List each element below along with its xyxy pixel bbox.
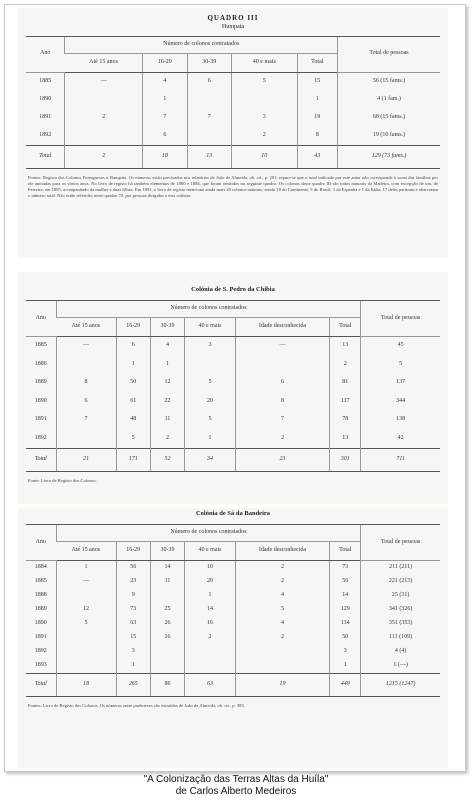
source-note: Fonte: Livro de Registo dos Colonos.: [28, 477, 97, 483]
row-cell: 2: [232, 127, 298, 146]
row-cell: 221 (213): [361, 575, 440, 589]
table-row: [26, 374, 440, 393]
row-cell: 3: [232, 109, 298, 127]
row-cell: [65, 91, 143, 109]
chibia-table: [26, 300, 440, 472]
table-row: [26, 72, 440, 91]
row-cell: 14: [185, 603, 236, 617]
col-total-pessoas: Total de pessoas: [361, 300, 440, 336]
table-row: [26, 355, 440, 374]
table-row: [26, 589, 440, 603]
row-year: 1891: [34, 416, 47, 423]
col-40-mais: 40 e mais: [185, 317, 236, 336]
row-year: 1889: [34, 379, 47, 386]
col-ate-15: Até 15 anos: [65, 53, 143, 72]
bandeira-rows: [26, 560, 440, 673]
row-cell: 14: [150, 560, 184, 575]
col-ate-15: Até 15 anos: [56, 541, 116, 560]
col-total: Total: [330, 541, 361, 560]
row-cell: [56, 645, 116, 659]
bandeira-table: [26, 524, 440, 697]
row-cell: 16: [150, 631, 184, 645]
row-cell: 2: [150, 429, 184, 448]
row-cell: 4: [235, 589, 329, 603]
col-idade-desconhecida: Idade desconhecida: [235, 541, 329, 560]
row-cell: [185, 645, 236, 659]
total-row: Total 18 265 86 63 19 449 1215 (1247): [26, 673, 440, 696]
row-cell: 20: [185, 392, 236, 411]
row-cell: [56, 631, 116, 645]
table-row: [26, 659, 440, 674]
table-row: [26, 645, 440, 659]
row-cell: 138: [361, 411, 440, 430]
row-cell: 5: [232, 72, 298, 91]
row-cell: 63: [116, 617, 150, 631]
col-40-mais: 40 e mais: [185, 541, 236, 560]
row-cell: 56 (15 fams.): [338, 72, 440, 91]
col-30-39: 30-39: [150, 317, 184, 336]
col-total: Total: [330, 317, 361, 336]
row-cell: [235, 645, 329, 659]
chibia-title: Colónia de S. Pedro da Chibia: [191, 286, 275, 293]
row-cell: 5: [56, 617, 116, 631]
bandeira-title: Colónia de Sá da Bandeira: [195, 510, 271, 517]
colonia-chibia-scan: [18, 272, 448, 504]
row-cell: 15: [116, 631, 150, 645]
row-cell: 5: [185, 411, 236, 430]
row-cell: 3: [185, 336, 236, 355]
row-cell: 129: [330, 603, 361, 617]
row-year: 1888: [34, 592, 47, 599]
row-cell: 7: [187, 109, 231, 127]
row-cell: 5: [116, 429, 150, 448]
row-cell: 50: [116, 374, 150, 393]
row-cell: 48: [116, 411, 150, 430]
row-year: 1889: [34, 606, 47, 613]
row-cell: [187, 127, 231, 146]
row-cell: 6: [187, 72, 231, 91]
row-cell: 22: [150, 392, 184, 411]
row-cell: 78: [330, 411, 361, 430]
row-cell: 1: [185, 589, 236, 603]
row-cell: 4 (1 fam.): [338, 91, 440, 109]
row-year: 1891: [39, 113, 52, 120]
row-cell: 6: [56, 392, 116, 411]
col-ano: Ano: [26, 300, 56, 336]
row-cell: 12: [150, 374, 184, 393]
row-cell: 211 (211): [361, 560, 440, 575]
row-cell: 73: [330, 560, 361, 575]
row-year: 1885: [34, 578, 47, 585]
table-row: [26, 109, 440, 127]
col-30-39: 30-39: [187, 53, 231, 72]
row-cell: 2: [235, 560, 329, 575]
col-ano: Ano: [26, 36, 65, 72]
row-cell: 1: [143, 91, 187, 109]
row-cell: 114: [330, 617, 361, 631]
row-cell: —: [65, 72, 143, 91]
row-cell: 8: [235, 392, 329, 411]
row-cell: 1: [56, 560, 116, 575]
row-cell: 68 (15 fams.): [338, 109, 440, 127]
caption-author: de Carlos Alberto Medeiros: [175, 786, 297, 797]
table-row: [26, 603, 440, 617]
row-cell: [187, 91, 231, 109]
row-cell: 1: [330, 659, 361, 674]
row-cell: 5: [185, 374, 236, 393]
row-year: 1892: [34, 434, 47, 441]
row-cell: 3: [116, 645, 150, 659]
table-row: [26, 91, 440, 109]
row-cell: 10: [185, 560, 236, 575]
row-cell: 16: [185, 617, 236, 631]
row-cell: 117: [330, 392, 361, 411]
col-16-29: 16-29: [116, 317, 150, 336]
row-year: 1892: [34, 648, 47, 655]
col-total-pessoas: Total de pessoas: [361, 524, 440, 560]
row-cell: —: [235, 336, 329, 355]
row-year: 1886: [34, 360, 47, 367]
row-cell: 1: [185, 429, 236, 448]
row-year: 1885: [39, 77, 52, 84]
row-cell: 2: [65, 109, 143, 127]
row-cell: 6: [116, 336, 150, 355]
row-cell: 20: [185, 575, 236, 589]
row-cell: [185, 659, 236, 674]
row-cell: 81: [330, 374, 361, 393]
humpata-rows: [26, 72, 440, 145]
quadro-subtitle: Humpata: [222, 24, 244, 31]
row-cell: 7: [56, 411, 116, 430]
source-note: Fontes: Livro de Registo dos Colonos. Os números entre parênteses são extraídos de João de Almeida, ob. cit., p. 385.: [28, 702, 245, 708]
row-cell: [232, 91, 298, 109]
col-ate-15: Até 15 anos: [56, 317, 116, 336]
total-row: Total 21 171 52 34 23 301 711: [26, 448, 440, 471]
row-cell: 6: [235, 374, 329, 393]
row-cell: 56: [116, 560, 150, 575]
chibia-rows: [26, 336, 440, 448]
col-ano: Ano: [26, 524, 56, 560]
col-total-pessoas: Total de pessoas: [338, 36, 440, 72]
row-cell: [150, 659, 184, 674]
source-note: Fontes: Registo dos Colonos Portugueses à Humpata. Os números estão precisados nos relatórios de João de Almeida, ob. cit., p. 291; repare-se que o total indicado por este autor não corresponde à soma das famílias por ele anotadas para os vários anos. No livro de registo há também elementos de 1880 e 1884, que foram omitidos no seguinte quadro. Os colonos deste quadro III são todos naturais da Madeira, com excepção de um, de Ferreira, em 1885, acompanhado da mulher e duas filhas. Em 1891, o livro de registo menciona ainda mais 20 colonos naturais, sendo 18 do Continente, 5 do Brasil, 1 da Espanha e 1 da Itália; 17 deles partiram e abarcaram o número total. Não estão referidos neste quadro 70, por pessoas dirigidas a esta colónia.: [28, 174, 438, 199]
row-cell: [56, 355, 116, 374]
row-cell: [56, 429, 116, 448]
row-cell: 137: [361, 374, 440, 393]
row-cell: 7: [143, 109, 187, 127]
row-cell: [185, 355, 236, 374]
row-cell: —: [56, 336, 116, 355]
row-cell: 4: [143, 72, 187, 91]
col-total: Total: [297, 53, 337, 72]
row-cell: 2: [235, 429, 329, 448]
col-40-mais: 40 e mais: [232, 53, 298, 72]
row-cell: 14: [330, 589, 361, 603]
col-16-29: 16-29: [116, 541, 150, 560]
row-cell: 56: [330, 575, 361, 589]
row-cell: [65, 127, 143, 146]
row-cell: 13: [330, 336, 361, 355]
row-cell: 6: [143, 127, 187, 146]
row-cell: [235, 659, 329, 674]
quadro-title: QUADRO III: [207, 14, 259, 22]
table-row: [26, 336, 440, 355]
row-cell: 2: [235, 631, 329, 645]
row-cell: 1: [116, 355, 150, 374]
row-cell: [150, 589, 184, 603]
total-row: Total 2 18 13 10 43 129 (73 fams.): [26, 145, 440, 168]
row-year: 1884: [34, 564, 47, 571]
row-cell: 4: [235, 617, 329, 631]
row-cell: 7: [235, 411, 329, 430]
row-cell: 26: [150, 617, 184, 631]
row-cell: 23: [116, 575, 150, 589]
row-cell: 11: [150, 411, 184, 430]
row-year: 1885: [34, 342, 47, 349]
row-cell: 45: [361, 336, 440, 355]
row-cell: 11: [150, 575, 184, 589]
row-cell: 1: [297, 91, 337, 109]
table-row: [26, 411, 440, 430]
row-year: 1890: [39, 95, 52, 102]
row-year: 1890: [34, 620, 47, 627]
row-cell: 50: [330, 631, 361, 645]
row-cell: 1: [116, 659, 150, 674]
row-cell: 8: [297, 127, 337, 146]
row-cell: [56, 589, 116, 603]
row-cell: 19: [297, 109, 337, 127]
row-cell: 9: [116, 589, 150, 603]
group-header: Número de colonos contratados: [65, 36, 338, 53]
col-16-29: 16-29: [143, 53, 187, 72]
row-cell: 73: [116, 603, 150, 617]
group-header: Número de colonos contratados: [56, 300, 361, 317]
row-cell: 25 (31): [361, 589, 440, 603]
row-cell: 111 (109): [361, 631, 440, 645]
row-cell: 2: [235, 575, 329, 589]
row-year: 1892: [39, 131, 52, 138]
row-cell: 351 (353): [361, 617, 440, 631]
row-cell: 341 (326): [361, 603, 440, 617]
row-year: 1893: [34, 662, 47, 669]
row-cell: 2: [185, 631, 236, 645]
row-year: 1891: [34, 634, 47, 641]
table-row: [26, 429, 440, 448]
row-cell: 2: [330, 355, 361, 374]
table-row: [26, 392, 440, 411]
row-cell: 19 (10 fams.): [338, 127, 440, 146]
quadro-iii-humpata-scan: [18, 8, 448, 258]
row-year: 1890: [34, 397, 47, 404]
group-header: Número de colonos contratados: [56, 524, 361, 541]
row-cell: 25: [150, 603, 184, 617]
humpata-table: [26, 36, 440, 169]
row-cell: 13: [330, 429, 361, 448]
row-cell: 344: [361, 392, 440, 411]
row-cell: [235, 355, 329, 374]
table-row: [26, 631, 440, 645]
colonia-bandeira-scan: [18, 508, 448, 768]
table-row: [26, 617, 440, 631]
caption-title: "A Colonização das Terras Altas da Huíla": [143, 774, 329, 785]
col-30-39: 30-39: [150, 541, 184, 560]
table-row: [26, 560, 440, 575]
row-cell: 4: [150, 336, 184, 355]
row-cell: 61: [116, 392, 150, 411]
row-cell: 5: [235, 603, 329, 617]
row-cell: 5: [361, 355, 440, 374]
image-caption: [0, 774, 472, 798]
table-row: [26, 575, 440, 589]
col-idade-desconhecida: Idade desconhecida: [235, 317, 329, 336]
row-cell: 15: [297, 72, 337, 91]
row-cell: 3: [330, 645, 361, 659]
row-cell: 4 (4): [361, 645, 440, 659]
row-cell: 12: [56, 603, 116, 617]
row-cell: 42: [361, 429, 440, 448]
row-cell: 1 (—): [361, 659, 440, 674]
row-cell: 8: [56, 374, 116, 393]
row-cell: [150, 645, 184, 659]
row-cell: 1: [150, 355, 184, 374]
row-cell: [56, 659, 116, 674]
row-cell: —: [56, 575, 116, 589]
table-row: [26, 127, 440, 146]
